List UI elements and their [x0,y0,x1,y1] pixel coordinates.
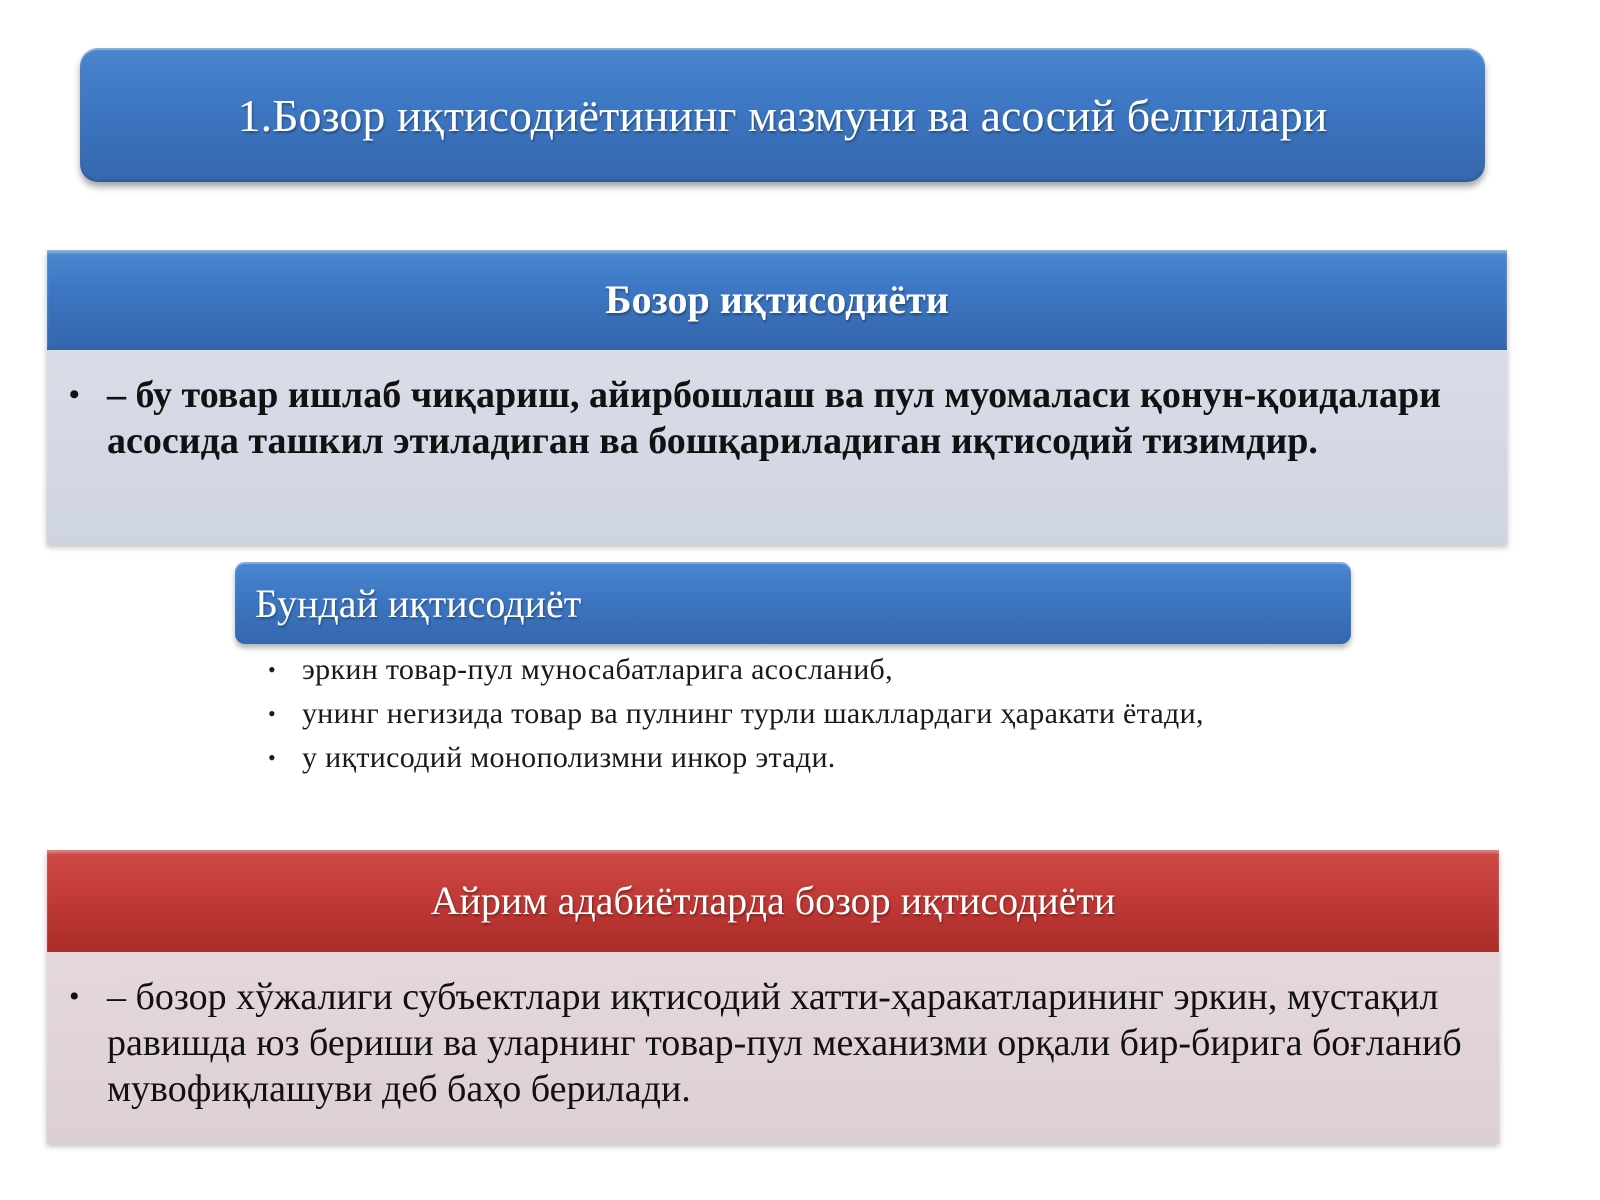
bullet-icon: • [69,378,80,411]
list-item-text: у иқтисодий монополизмни инкор этади. [302,741,836,774]
list-item-text: эркин товар-пул муносабатларига асосланиб, [302,653,893,686]
literature-text: – бозор хўжалиги субъектлари иқтисодий хатти-ҳаракатларининг эркин, мустақил равишда юз бериши ва уларнинг товар-пул механизми орқали бир-бирига боғланиб мувофиқлашуви деб баҳо берилади. [107,976,1462,1110]
literature-panel-header: Айрим адабиётларда бозор иқтисодиёти [47,850,1499,952]
features-banner [235,562,1351,644]
list-item [268,652,1268,688]
literature-panel-body [47,952,1499,1144]
features-list [268,652,1268,784]
features-title: Бундай иқтисодиёт [255,580,582,626]
definition-panel-header: Бозор иқтисодиёти [47,250,1507,350]
bullet-icon: • [268,657,276,682]
list-item [268,740,1268,776]
literature-panel [47,850,1499,1142]
bullet-icon: • [268,701,276,726]
list-item [268,696,1268,732]
bullet-icon: • [69,980,80,1013]
definition-text: – бу товар ишлаб чиқариш, айирбошлаш ва пул муомаласи қонун-қоидалари асосида ташкил этиладиган ва бошқариладиган иқтисодий тизимдир. [107,374,1442,462]
page-title: 1.Бозор иқтисодиётининг мазмуни ва асосий белгилари [237,89,1328,141]
list-item-text: унинг негизида товар ва пулнинг турли шакллардаги ҳаракати ётади, [302,697,1204,730]
bullet-icon: • [268,745,276,770]
title-banner [80,48,1485,182]
definition-panel [47,250,1507,543]
definition-panel-body [47,350,1507,545]
